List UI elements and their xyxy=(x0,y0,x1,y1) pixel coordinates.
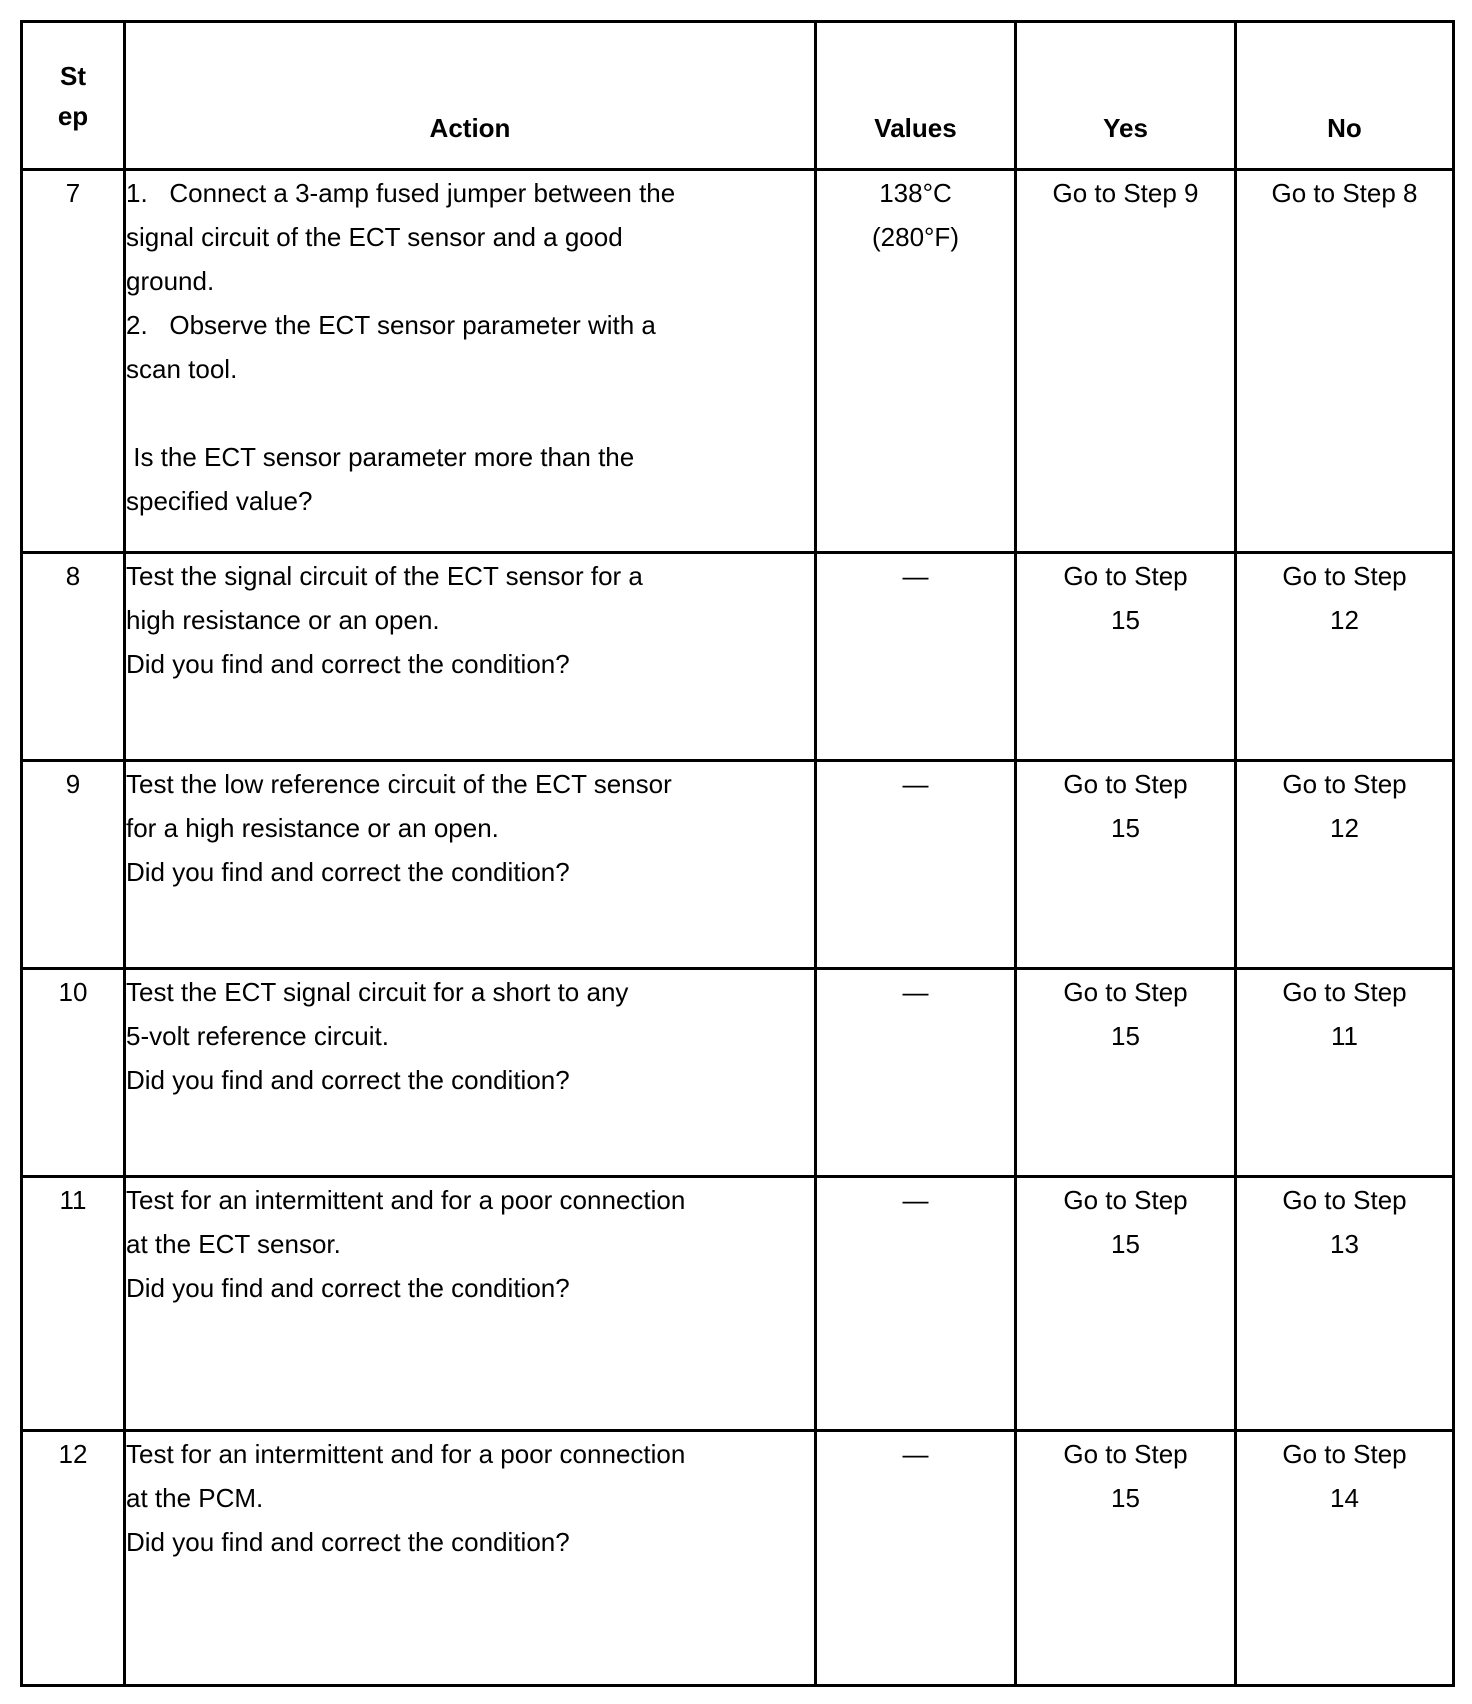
table-row xyxy=(22,553,1454,761)
question-line: Did you find and correct the condition? xyxy=(126,857,570,887)
values-cell xyxy=(816,170,1016,553)
action-line: ground. xyxy=(126,266,215,296)
action-line: Test for an intermittent and for a poor connection xyxy=(126,1185,686,1215)
no-line1: Go to Step xyxy=(1282,977,1407,1007)
action-line: signal circuit of the ECT sensor and a good xyxy=(126,222,623,252)
value-fahrenheit: (280°F) xyxy=(872,222,959,252)
step-number: 7 xyxy=(22,170,125,553)
no-line1: Go to Step xyxy=(1282,769,1407,799)
step-number: 11 xyxy=(22,1177,125,1431)
table-row xyxy=(22,969,1454,1177)
yes-cell xyxy=(1016,761,1236,969)
yes-line2: 15 xyxy=(1111,1483,1140,1513)
yes-cell xyxy=(1016,553,1236,761)
question-line: Did you find and correct the condition? xyxy=(126,649,570,679)
values-cell: — xyxy=(816,553,1016,761)
table-row xyxy=(22,170,1454,553)
yes-cell xyxy=(1016,1431,1236,1686)
no-line2: 13 xyxy=(1330,1229,1359,1259)
action-line: Test the ECT signal circuit for a short to any xyxy=(126,977,629,1007)
table-row xyxy=(22,1431,1454,1686)
no-line2: 11 xyxy=(1331,1021,1358,1051)
no-cell xyxy=(1236,1431,1454,1686)
no-cell: Go to Step 8 xyxy=(1236,170,1454,553)
question-line: Did you find and correct the condition? xyxy=(126,1527,570,1557)
header-row xyxy=(22,22,1454,170)
yes-cell: Go to Step 9 xyxy=(1016,170,1236,553)
header-step-line2: ep xyxy=(57,100,89,131)
action-line: high resistance or an open. xyxy=(126,605,440,635)
values-cell: — xyxy=(816,969,1016,1177)
no-line1: Go to Step xyxy=(1282,1185,1407,1215)
action-line: 2. Observe the ECT sensor parameter with a xyxy=(126,310,656,340)
question-line: Is the ECT sensor parameter more than the xyxy=(126,442,635,472)
action-line: at the ECT sensor. xyxy=(126,1229,341,1259)
step-number: 12 xyxy=(22,1431,125,1686)
header-yes: Yes xyxy=(1016,22,1236,170)
action-line: scan tool. xyxy=(126,354,238,384)
action-line: at the PCM. xyxy=(126,1483,264,1513)
no-cell xyxy=(1236,761,1454,969)
header-action: Action xyxy=(125,22,816,170)
question-line: Did you find and correct the condition? xyxy=(126,1065,570,1095)
question-line: Did you find and correct the condition? xyxy=(126,1273,570,1303)
values-cell: — xyxy=(816,1431,1016,1686)
action-cell xyxy=(125,170,816,553)
no-line2: 12 xyxy=(1330,605,1359,635)
yes-line2: 15 xyxy=(1111,605,1140,635)
header-values: Values xyxy=(816,22,1016,170)
value-celsius: 138°C xyxy=(879,178,952,208)
yes-line1: Go to Step xyxy=(1063,1185,1188,1215)
step-number: 10 xyxy=(22,969,125,1177)
action-line: 5-volt reference circuit. xyxy=(126,1021,389,1051)
action-cell xyxy=(125,1177,816,1431)
diagnostic-table xyxy=(20,20,1455,1687)
header-step-line1: St xyxy=(60,60,86,91)
header-step xyxy=(22,22,125,170)
yes-line1: Go to Step xyxy=(1063,1439,1188,1469)
values-cell: — xyxy=(816,1177,1016,1431)
no-cell xyxy=(1236,553,1454,761)
question-line: specified value? xyxy=(126,486,313,516)
action-line: 1. Connect a 3-amp fused jumper between the xyxy=(126,178,676,208)
action-cell xyxy=(125,761,816,969)
action-line: Test the signal circuit of the ECT sensor for a xyxy=(126,561,643,591)
action-line: for a high resistance or an open. xyxy=(126,813,499,843)
yes-line2: 15 xyxy=(1111,813,1140,843)
no-line2: 14 xyxy=(1330,1483,1359,1513)
yes-cell xyxy=(1016,1177,1236,1431)
yes-cell xyxy=(1016,969,1236,1177)
yes-line1: Go to Step xyxy=(1063,769,1188,799)
action-line: Test the low reference circuit of the ECT sensor xyxy=(126,769,672,799)
values-cell: — xyxy=(816,761,1016,969)
action-line: Test for an intermittent and for a poor connection xyxy=(126,1439,686,1469)
no-line1: Go to Step xyxy=(1282,1439,1407,1469)
no-line2: 12 xyxy=(1330,813,1359,843)
step-number: 8 xyxy=(22,553,125,761)
table-row xyxy=(22,761,1454,969)
action-cell xyxy=(125,553,816,761)
action-cell xyxy=(125,1431,816,1686)
no-cell xyxy=(1236,969,1454,1177)
table-row xyxy=(22,1177,1454,1431)
yes-line1: Go to Step xyxy=(1063,977,1188,1007)
yes-line1: Go to Step xyxy=(1063,561,1188,591)
step-number: 9 xyxy=(22,761,125,969)
no-cell xyxy=(1236,1177,1454,1431)
action-cell xyxy=(125,969,816,1177)
no-line1: Go to Step xyxy=(1282,561,1407,591)
yes-line2: 15 xyxy=(1111,1229,1140,1259)
header-no: No xyxy=(1236,22,1454,170)
yes-line2: 15 xyxy=(1111,1021,1140,1051)
